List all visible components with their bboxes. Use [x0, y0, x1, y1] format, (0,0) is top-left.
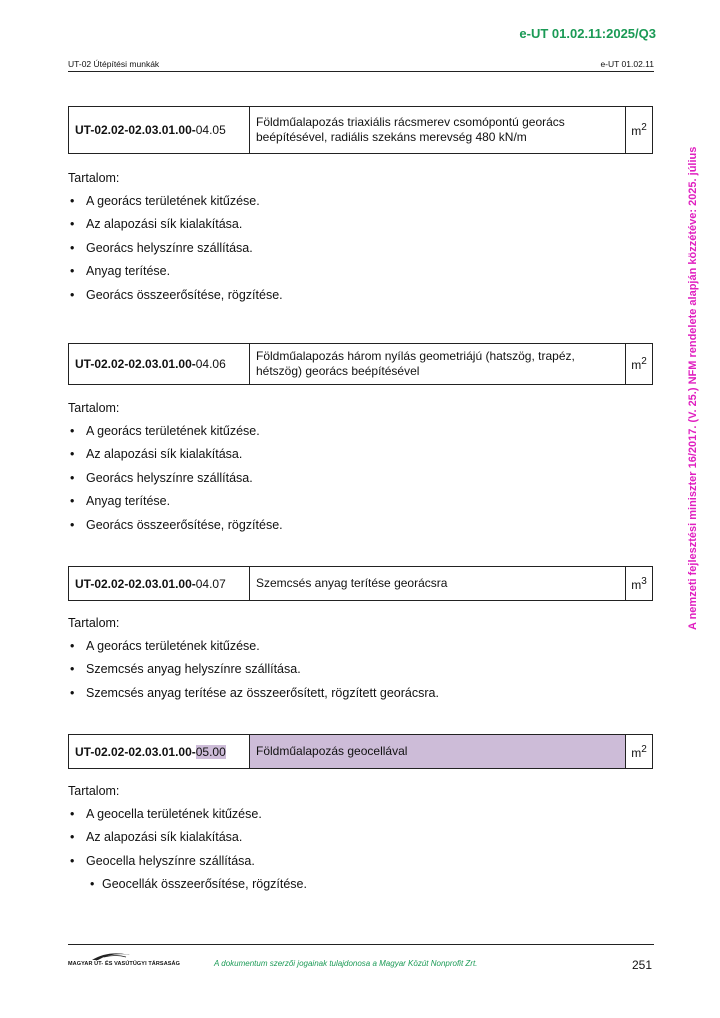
page-header [68, 58, 654, 72]
item-code: UT-02.02-02.03.01.00-04.05 [69, 107, 250, 154]
logo-text: MAGYAR ÚT- ÉS VASÚTÜGYI TÁRSASÁG [68, 961, 180, 967]
list-item: • Szemcsés anyag helyszínre szállítása. [68, 661, 439, 684]
item-table [68, 566, 653, 601]
item-unit: $m^2$ [626, 735, 653, 769]
page-number: 251 [631, 958, 652, 972]
document-id: e-UT 01.02.11:2025/Q3 [519, 26, 656, 41]
list-item: • Geocella helyszínre szállítása. [68, 853, 307, 876]
content-label: Tartalom: [68, 401, 120, 415]
item-unit: $m^2$ [626, 107, 653, 154]
footer-divider [68, 944, 654, 945]
item-description: Szemcsés anyag terítése georácsra [250, 567, 626, 601]
header-right: e-UT 01.02.11 [600, 59, 654, 69]
item-description: Földműalapozás három nyílás geometriájú (hatszög, trapéz, hétszög) georács beépítésével [250, 344, 626, 385]
item-description: Földműalapozás geocellával [250, 735, 626, 769]
content-list [68, 638, 439, 708]
content-label: Tartalom: [68, 616, 120, 630]
content-label: Tartalom: [68, 784, 120, 798]
side-publication-note: A nemzeti fejlesztési miniszter 16/2017. (V. 25.) NFM rendelete alapján közzétéve: 2025. július [687, 146, 699, 630]
list-item: • Az alapozási sík kialakítása. [68, 446, 283, 469]
item-unit: $m^3$ [626, 567, 653, 601]
copyright-notice: A dokumentum szerzői jogainak tulajdonosa a Magyar Közút Nonprofit Zrt. [214, 959, 478, 968]
item-code: UT-02.02-02.03.01.00-04.07 [69, 567, 250, 601]
content-label: Tartalom: [68, 171, 120, 185]
item-table [68, 106, 653, 154]
list-item: • Az alapozási sík kialakítása. [68, 216, 283, 239]
list-item: • Anyag terítése. [68, 263, 283, 286]
header-left: UT-02 Útépítési munkák [68, 59, 160, 69]
content-list [68, 193, 283, 310]
list-item: • Georács összeerősítése, rögzítése. [68, 517, 283, 540]
item-description: Földműalapozás triaxiális rácsmerev csomópontú georács beépítésével, radiális szekáns merevség 480 kN/m [250, 107, 626, 154]
content-list [68, 423, 283, 540]
item-code: UT-02.02-02.03.01.00-04.06 [69, 344, 250, 385]
list-item: • A geocella területének kitűzése. [68, 806, 307, 829]
item-table [68, 343, 653, 385]
list-item: • Georács összeerősítése, rögzítése. [68, 287, 283, 310]
item-unit: $m^2$ [626, 344, 653, 385]
list-item: • Georács helyszínre szállítása. [68, 470, 283, 493]
item-code: UT-02.02-02.03.01.00-05.00 [69, 735, 250, 769]
list-item: • A georács területének kitűzése. [68, 193, 283, 216]
list-item: • Anyag terítése. [68, 493, 283, 516]
list-item: • Szemcsés anyag terítése az összeerősített, rögzített georácsra. [68, 685, 439, 708]
logo-icon [68, 948, 168, 972]
list-item: • Georács helyszínre szállítása. [68, 240, 283, 263]
list-item: • Az alapozási sík kialakítása. [68, 829, 307, 852]
list-item: • Geocellák összeerősítése, rögzítése. [68, 876, 307, 899]
item-table [68, 734, 653, 769]
list-item: • A georács területének kitűzése. [68, 423, 283, 446]
list-item: • A georács területének kitűzése. [68, 638, 439, 661]
content-list [68, 806, 307, 900]
